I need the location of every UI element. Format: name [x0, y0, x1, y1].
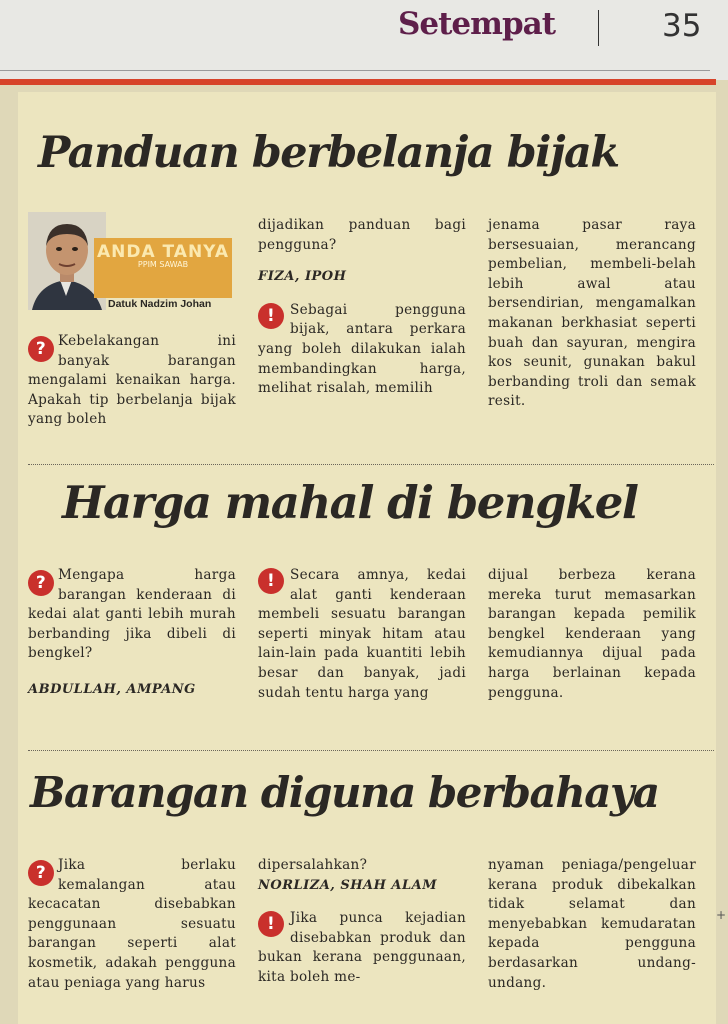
question-icon: ? — [28, 570, 54, 596]
article-1-question: Kebelakangan ini banyak barangan mengalami kenaikan harga. Apakah tip berbelanja bijak yang boleh — [28, 333, 236, 428]
header-thin-rule — [0, 70, 710, 71]
header-divider — [598, 10, 599, 46]
answer-icon: ! — [258, 911, 284, 937]
article-3-byline: NORLIZA, SHAH ALAM — [258, 877, 438, 893]
section-divider — [28, 464, 714, 465]
article-3-column-3 — [488, 856, 696, 993]
registration-mark: + — [716, 908, 727, 922]
question-icon: ? — [28, 336, 54, 362]
article-3-column-2 — [258, 856, 466, 988]
anda-tanya-label: ANDA TANYA — [96, 242, 230, 262]
article-1-column-2 — [258, 216, 466, 399]
article-2-column-1 — [28, 566, 236, 700]
article-1-byline: FIZA, IPOH — [258, 269, 347, 285]
ppim-label: PPIM SAWAB — [137, 260, 189, 269]
question-icon: ? — [28, 860, 54, 886]
article-2-headline: Harga mahal di bengkel — [62, 476, 638, 529]
page-number: 35 — [662, 8, 702, 44]
article-1-column-1 — [28, 332, 236, 430]
article-3-question-continued: dipersalahkan? — [258, 857, 368, 873]
header-red-rule — [0, 79, 716, 85]
article-2-question: Mengapa harga barangan kenderaan di kedai alat ganti lebih murah berbanding jika dibeli di bengkel? — [28, 567, 236, 662]
article-1-column-3 — [488, 216, 696, 412]
article-1-answer: Sebagai pengguna bijak, antara perkara yang boleh dilakukan ialah membandingkan harga, melihat risalah, memilih — [258, 301, 466, 397]
article-3-question: Jika berlaku kemalangan atau kecacatan disebabkan penggunaan sesuatu barangan seperti alat kosmetik, adakah pengguna atau peniaga yang harus — [28, 857, 236, 991]
article-2-column-2 — [258, 566, 466, 703]
article-3-answer-continued: nyaman peniaga/pengeluar kerana produk dibekalkan tidak selamat dan menyebabkan kemudaratan kepada pengguna berdasarkan undang-undang. — [488, 857, 696, 991]
article-2-answer-continued: dijual berbeza kerana mereka turut memasarkan barangan kepada pemilik bengkel kenderaan yang kemudiannya dijual pada harga berlainan kepada pengguna. — [488, 567, 696, 701]
anda-tanya-banner — [94, 238, 232, 298]
article-1-question-continued: dijadikan panduan bagi pengguna? — [258, 217, 466, 253]
article-3-answer: Jika punca kejadian disebabkan produk dan bukan kerana penggunaan, kita boleh me- — [258, 910, 466, 985]
article-2-column-3 — [488, 566, 696, 703]
article-1-headline: Panduan berbelanja bijak — [38, 128, 619, 178]
answer-icon: ! — [258, 568, 284, 594]
section-title: Setempat — [398, 6, 556, 42]
article-2-byline: ABDULLAH, AMPANG — [28, 681, 196, 697]
article-2-answer: Secara amnya, kedai alat ganti kenderaan membeli sesuatu barangan seperti minyak hitam atau lain-lain pada kuantiti lebih besar dan banyak, jadi sudah tentu harga yang — [258, 567, 466, 701]
columnist-badge — [28, 212, 234, 312]
article-1-answer-continued: jenama pasar raya bersesuaian, merancang pembelian, membeli-belah lebih awal atau bersendirian, mengamalkan makanan berkhasiat seperti buah dan sayuran, mengira kos seunit, gunakan bakul berbanding troli dan semak resit. — [488, 217, 696, 410]
columnist-name: Datuk Nadzim Johan — [108, 298, 212, 310]
answer-icon: ! — [258, 303, 284, 329]
article-3-column-1 — [28, 856, 236, 993]
section-divider — [28, 750, 714, 751]
article-3-headline: Barangan diguna berbahaya — [30, 768, 659, 817]
page-header-background — [0, 0, 728, 80]
